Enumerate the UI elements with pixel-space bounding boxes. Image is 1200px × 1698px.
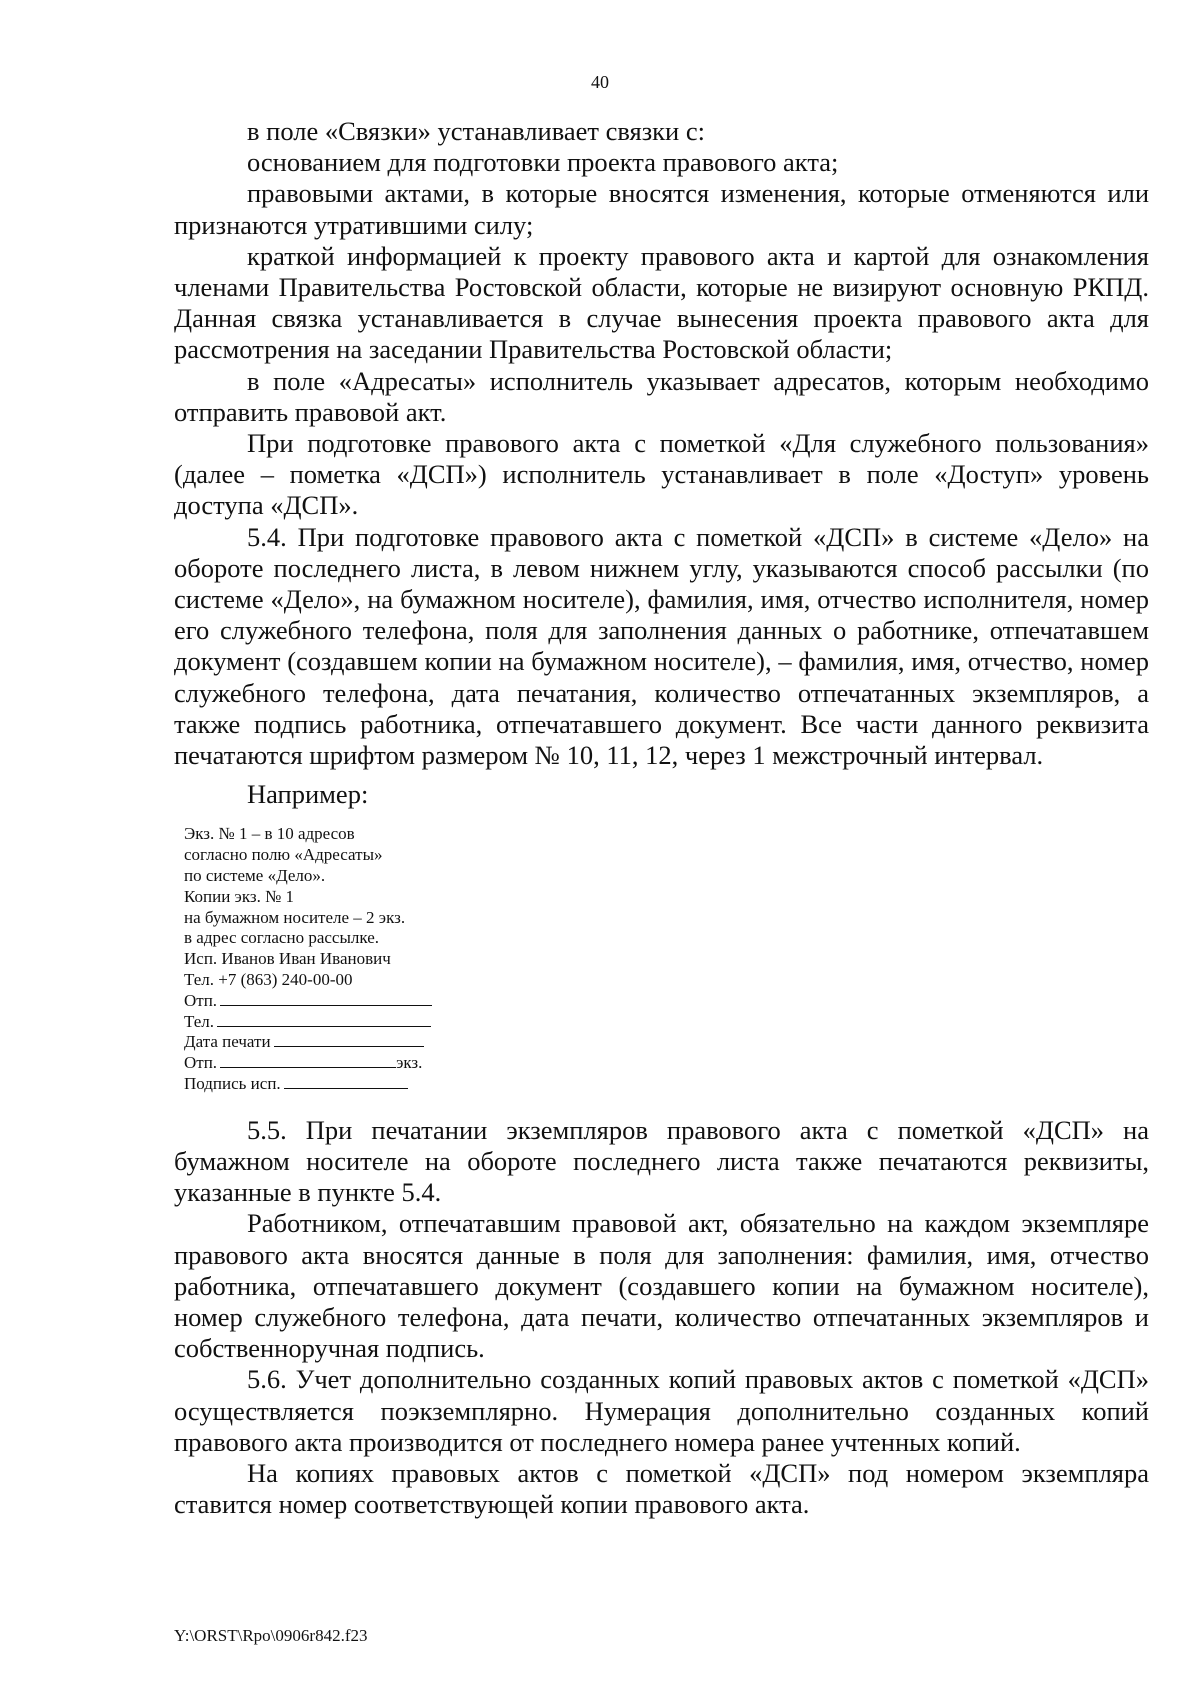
blank-line — [284, 1074, 408, 1089]
sample-line: по системе «Дело». — [184, 866, 326, 886]
sample-field-label: Тел. — [184, 1011, 215, 1031]
sample-requisite-block — [184, 824, 1149, 1094]
sample-field-label: Дата печати — [184, 1032, 271, 1052]
paragraph: 5.5. При печатании экземпляров правового акта с пометкой «ДСП» на бумажном носителе на обороте последнего листа также печатаются реквизиты, указанные в пункте 5.4. — [174, 1114, 1149, 1208]
sample-line: в адрес согласно рассылке. — [184, 928, 379, 948]
sample-field-label: Подпись исп. — [184, 1074, 281, 1094]
example-label: Например: — [247, 779, 369, 810]
blank-line — [217, 1012, 431, 1027]
sample-line: на бумажном носителе – 2 экз. — [184, 907, 406, 927]
paragraph: в поле «Связки» устанавливает связки с: — [247, 116, 705, 146]
sample-field-tel — [184, 1012, 1149, 1033]
sample-field-label: Отп. — [184, 1053, 218, 1073]
sample-line: Экз. № 1 – в 10 адресов — [184, 824, 355, 844]
sample-field-date — [184, 1032, 1149, 1053]
sample-field-suffix: экз. — [396, 1053, 423, 1073]
footer-file-path: Y:\ORST\Rpo\0906r842.f23 — [174, 1626, 368, 1645]
page-number: 40 — [591, 72, 609, 92]
paragraph: основанием для подготовки проекта правового акта; — [247, 147, 839, 178]
sample-line: Тел. +7 (863) 240-00-00 — [184, 970, 353, 990]
blank-line — [220, 991, 432, 1006]
paragraph: краткой информацией к проекту правового акта и картой для ознакомления членами Правительства Ростовской области, которые не визируют основную РКПД. Данная связка устанавливается в случае вынесения проекта правового акта для рассмотрения на заседании Правительства Ростовской области; — [174, 240, 1149, 365]
paragraph: При подготовке правового акта с пометкой «Для служебного пользования» (далее – пометка «ДСП») исполнитель устанавливает в поле «Доступ» уровень доступа «ДСП». — [174, 428, 1149, 521]
paragraph: Работником, отпечатавшим правовой акт, обязательно на каждом экземпляре правового акта вносятся данные в поля для заполнения: фамилия, имя, отчество работника, отпечатавшего документ (создавшего копии на бумажном носителе), номер служебного телефона, дата печати, количество отпечатанных экземпляров и собственноручная подпись. — [174, 1208, 1149, 1364]
paragraph: в поле «Адресаты» исполнитель указывает адресатов, которым необходимо отправить правовой акт. — [174, 365, 1149, 427]
document-body — [174, 116, 1149, 1520]
sample-field-signature — [184, 1074, 1149, 1095]
sample-line: Копии экз. № 1 — [184, 886, 295, 906]
sample-field-copies — [184, 1053, 1149, 1074]
blank-line — [274, 1032, 424, 1047]
sample-field-otp — [184, 991, 1149, 1012]
sample-line: согласно полю «Адресаты» — [184, 845, 383, 865]
sample-field-label: Отп. — [184, 990, 218, 1010]
sample-line: Исп. Иванов Иван Иванович — [184, 949, 391, 969]
paragraph: 5.6. Учет дополнительно созданных копий правовых актов с пометкой «ДСП» осуществляется поэкземплярно. Нумерация дополнительно созданных копий правового акта производится от последнего номера ранее учтенных копий. — [174, 1364, 1149, 1457]
paragraph: На копиях правовых актов с пометкой «ДСП» под номером экземпляра ставится номер соответствующей копии правового акта. — [174, 1458, 1149, 1520]
blank-line — [220, 1053, 396, 1068]
paragraph: 5.4. При подготовке правового акта с пометкой «ДСП» в системе «Дело» на обороте последнего листа, в левом нижнем углу, указываются способ рассылки (по системе «Дело», на бумажном носителе), фамилия, имя, отчество исполнителя, номер его служебного телефона, поля для заполнения данных о работнике, отпечатавшем документ (создавшем копии на бумажном носителе), – фамилия, имя, отчество, номер служебного телефона, дата печатания, количество отпечатанных экземпляров, а также подпись работника, отпечатавшего документ. Все части данного реквизита печатаются шрифтом размером № 10, 11, 12, через 1 межстрочный интервал. — [174, 521, 1149, 771]
paragraph: правовыми актами, в которые вносятся изменения, которые отменяются или признаются утратившими силу; — [174, 178, 1149, 240]
